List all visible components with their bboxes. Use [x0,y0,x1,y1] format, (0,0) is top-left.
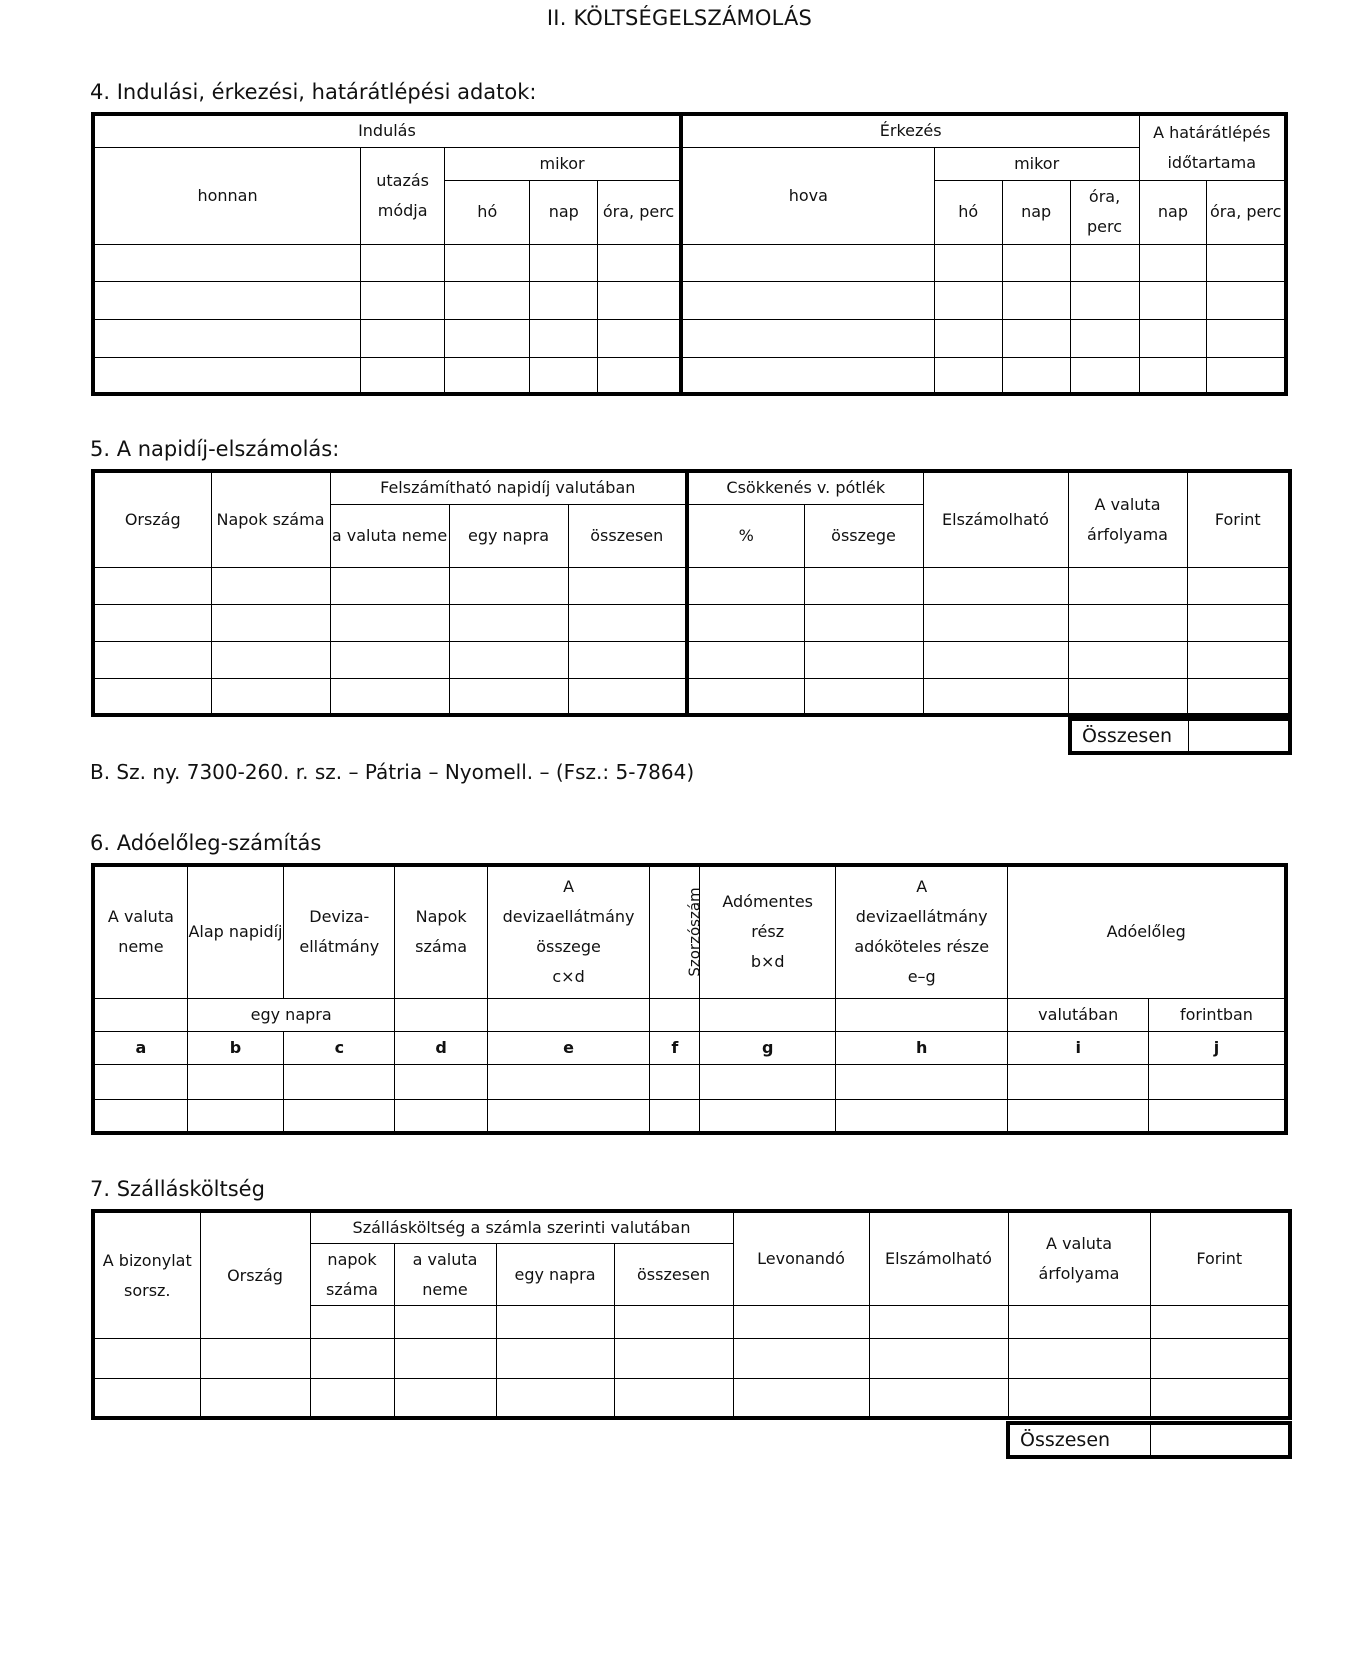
input-cell[interactable] [598,357,681,394]
input-cell[interactable] [361,244,445,281]
header-hataratlepes: A határátlépés időtartama [1139,114,1286,180]
header-dev-osszege-line1: A [563,877,575,897]
input-cell[interactable] [93,244,361,281]
header-valuta-neme: a valuta neme [394,1244,496,1306]
header-osszesen: összesen [568,504,687,567]
input-cell[interactable] [1148,1064,1286,1099]
input-cell[interactable] [1148,1099,1286,1133]
header-devizaellatmany: Deviza-ellátmány [284,865,395,998]
input-cell[interactable] [934,357,1002,394]
header-napok-szama: napok száma [310,1244,394,1306]
input-cell[interactable] [681,319,934,357]
header-ho-erkezes: hó [934,180,1002,244]
table-row [93,281,1286,319]
table-row [93,1099,1286,1133]
input-cell[interactable] [211,567,330,604]
input-cell[interactable] [1139,319,1207,357]
input-cell[interactable] [700,1064,835,1099]
input-cell[interactable] [835,1064,1008,1099]
input-cell[interactable] [681,281,934,319]
input-cell[interactable] [496,1379,614,1418]
input-cell[interactable] [598,281,681,319]
header-adomentes [700,865,835,998]
header-mikor-erkezes: mikor [934,147,1139,180]
input-cell[interactable] [211,641,330,678]
input-cell[interactable] [445,319,530,357]
input-cell[interactable] [598,244,681,281]
input-cell[interactable] [1150,1339,1290,1379]
input-cell[interactable] [1068,678,1187,715]
column-letter-b: b [187,1031,283,1064]
input-cell[interactable] [733,1339,869,1379]
header-valuta-neme: a valuta neme [330,504,449,567]
input-cell[interactable] [934,281,1002,319]
blank-cell [650,998,700,1031]
header-ora-perc-indulas: óra, perc [598,180,681,244]
input-cell[interactable] [804,567,923,604]
header-napok-szama: Napok száma [395,865,487,998]
column-letter-i: i [1008,1031,1148,1064]
header-elszamolhato: Elszámolható [869,1211,1008,1306]
section-6-title: 6. Adóelőleg-számítás [90,831,322,855]
header-hova: hova [681,147,934,244]
header-dev-osszege [487,865,650,998]
input-cell[interactable] [1187,604,1290,641]
input-cell[interactable] [869,1379,1008,1418]
input-cell[interactable] [681,244,934,281]
input-cell[interactable] [1008,1339,1150,1379]
input-cell[interactable] [568,604,687,641]
input-cell[interactable] [1002,357,1070,394]
input-cell[interactable] [1002,281,1070,319]
input-cell[interactable] [394,1339,496,1379]
input-cell[interactable] [1187,641,1290,678]
total-value-cell[interactable] [1188,719,1290,753]
header-adomentes-line1: Adómentes [722,892,813,912]
input-cell[interactable] [530,319,598,357]
header-alap-napidij: Alap napidíj [187,865,283,998]
input-cell[interactable] [934,319,1002,357]
header-dev-osszege-line4: c×d [552,967,585,987]
input-cell[interactable] [614,1379,733,1418]
accommodation-total-box [1006,1421,1292,1459]
input-cell[interactable] [650,1099,700,1133]
header-ora-perc-erkezes: óra, perc [1070,180,1139,244]
input-cell[interactable] [835,1099,1008,1133]
header-egy-napra: egy napra [496,1244,614,1306]
accommodation-table [91,1209,1292,1420]
header-nap-hatar: nap [1139,180,1207,244]
input-cell[interactable] [395,1099,487,1133]
input-cell[interactable] [211,678,330,715]
input-cell[interactable] [310,1306,394,1339]
input-cell[interactable] [804,678,923,715]
column-letter-e: e [487,1031,650,1064]
input-cell[interactable] [923,641,1068,678]
input-cell[interactable] [1207,281,1286,319]
header-nap-indulas: nap [530,180,598,244]
header-szazalek: % [687,504,804,567]
input-cell[interactable] [700,1099,835,1133]
section-5-title: 5. A napidíj-elszámolás: [90,437,340,461]
input-cell[interactable] [93,1099,187,1133]
column-letter-f: f [650,1031,700,1064]
blank-cell [835,998,1008,1031]
input-cell[interactable] [804,641,923,678]
input-cell[interactable] [934,244,1002,281]
input-cell[interactable] [1207,357,1286,394]
input-cell[interactable] [187,1099,283,1133]
header-honnan: honnan [93,147,361,244]
header-adokoteles-line3: adóköteles része [854,937,990,957]
input-cell[interactable] [449,567,568,604]
input-cell[interactable] [187,1064,283,1099]
input-cell[interactable] [93,641,211,678]
header-valutaban: valutában [1008,998,1148,1031]
section-7-title: 7. Szállásköltség [90,1177,265,1201]
input-cell[interactable] [211,604,330,641]
input-cell[interactable] [530,281,598,319]
header-valuta-arfolyama: A valuta árfolyama [1008,1211,1150,1306]
input-cell[interactable] [598,319,681,357]
input-cell[interactable] [733,1306,869,1339]
input-cell[interactable] [496,1339,614,1379]
header-forintban: forintban [1148,998,1286,1031]
travel-data-table [91,112,1288,396]
table-row [93,1064,1286,1099]
header-egy-napra: egy napra [449,504,568,567]
input-cell[interactable] [687,678,804,715]
input-cell[interactable] [1207,244,1286,281]
input-cell[interactable] [361,281,445,319]
input-cell[interactable] [93,604,211,641]
blank-cell [395,998,487,1031]
header-elszamolhato: Elszámolható [923,471,1068,567]
input-cell[interactable] [1070,244,1139,281]
input-cell[interactable] [487,1064,650,1099]
total-label: Összesen [1070,719,1188,753]
header-adokoteles-line1: A [916,877,928,897]
input-cell[interactable] [614,1306,733,1339]
input-cell[interactable] [93,357,361,394]
input-cell[interactable] [361,319,445,357]
header-bizonylat: A bizonylat sorsz. [93,1211,200,1339]
header-napok-szama: Napok száma [211,471,330,567]
header-erkezes: Érkezés [681,114,1139,147]
input-cell[interactable] [487,1099,650,1133]
blank-cell [700,998,835,1031]
table-row [93,357,1286,394]
total-value-cell[interactable] [1150,1423,1290,1457]
header-szorzoszam [650,865,704,998]
table-row [93,567,1290,604]
input-cell[interactable] [394,1306,496,1339]
input-cell[interactable] [1139,281,1207,319]
input-cell[interactable] [650,1064,700,1099]
table-row [93,1339,1290,1379]
input-cell[interactable] [869,1339,1008,1379]
header-szallas-valuta: Szállásköltség a számla szerinti valutában [310,1211,733,1244]
input-cell[interactable] [395,1064,487,1099]
header-ora-perc-hatar: óra, perc [1207,180,1286,244]
header-dev-osszege-line2: devizaellátmány [502,907,635,927]
header-dev-osszege-line3: összege [536,937,601,957]
header-osszesen: összesen [614,1244,733,1306]
input-cell[interactable] [1187,678,1290,715]
per-diem-total-box [1068,717,1292,755]
print-note: B. Sz. ny. 7300-260. r. sz. – Pátria – Nyomell. – (Fsz.: 5-7864) [90,760,695,784]
input-cell[interactable] [93,1379,200,1418]
header-adokoteles-line4: e–g [907,967,936,987]
input-cell[interactable] [93,1064,187,1099]
header-utazas-modja: utazás módja [361,147,445,244]
input-cell[interactable] [1139,357,1207,394]
header-adomentes-line2: rész [751,922,785,942]
input-cell[interactable] [1139,244,1207,281]
input-cell[interactable] [687,641,804,678]
input-cell[interactable] [687,567,804,604]
table-row [93,319,1286,357]
blank-cell [487,998,650,1031]
header-adomentes-line3: b×d [750,952,785,972]
input-cell[interactable] [733,1379,869,1418]
input-cell[interactable] [394,1379,496,1418]
per-diem-table [91,469,1292,717]
input-cell[interactable] [1207,319,1286,357]
header-nap-erkezes: nap [1002,180,1070,244]
header-csokkenes: Csökkenés v. pótlék [687,471,923,504]
header-orszag: Ország [93,471,211,567]
header-orszag: Ország [200,1211,310,1339]
header-adokoteles [835,865,1008,998]
input-cell[interactable] [923,567,1068,604]
input-cell[interactable] [445,357,530,394]
header-szorzoszam-text: Szorzószám [685,887,704,977]
input-cell[interactable] [496,1306,614,1339]
input-cell[interactable] [804,604,923,641]
input-cell[interactable] [1002,244,1070,281]
column-letter-g: g [700,1031,835,1064]
header-valuta-neme: A valuta neme [93,865,187,998]
input-cell[interactable] [1070,319,1139,357]
table-row [93,1379,1290,1418]
input-cell[interactable] [449,641,568,678]
header-ho-indulas: hó [445,180,530,244]
input-cell[interactable] [310,1339,394,1379]
input-cell[interactable] [310,1379,394,1418]
table-row [93,604,1290,641]
input-cell[interactable] [330,604,449,641]
header-valuta-arfolyama: A valuta árfolyama [1068,471,1187,567]
input-cell[interactable] [93,567,211,604]
input-cell[interactable] [361,357,445,394]
header-egy-napra: egy napra [187,998,395,1031]
input-cell[interactable] [568,641,687,678]
section-4-title: 4. Indulási, érkezési, határátlépési adatok: [90,80,537,104]
input-cell[interactable] [614,1339,733,1379]
input-cell[interactable] [1002,319,1070,357]
input-cell[interactable] [200,1339,310,1379]
input-cell[interactable] [568,678,687,715]
input-cell[interactable] [869,1306,1008,1339]
input-cell[interactable] [284,1064,395,1099]
table-row [93,678,1290,715]
header-osszege: összege [804,504,923,567]
input-cell[interactable] [687,604,804,641]
input-cell[interactable] [1070,281,1139,319]
input-cell[interactable] [200,1379,310,1418]
page-title: II. KÖLTSÉGELSZÁMOLÁS [546,6,813,30]
input-cell[interactable] [681,357,934,394]
input-cell[interactable] [1008,1379,1150,1418]
input-cell[interactable] [1068,604,1187,641]
total-label: Összesen [1008,1423,1150,1457]
input-cell[interactable] [923,604,1068,641]
column-letter-d: d [395,1031,487,1064]
column-letter-j: j [1148,1031,1286,1064]
input-cell[interactable] [330,678,449,715]
input-cell[interactable] [923,678,1068,715]
input-cell[interactable] [1008,1064,1148,1099]
column-letter-a: a [93,1031,187,1064]
input-cell[interactable] [1187,567,1290,604]
input-cell[interactable] [1008,1306,1150,1339]
input-cell[interactable] [449,678,568,715]
header-mikor-indulas: mikor [445,147,681,180]
input-cell[interactable] [93,281,361,319]
input-cell[interactable] [1068,641,1187,678]
header-adokoteles-line2: devizaellátmány [855,907,988,927]
header-forint: Forint [1150,1211,1290,1306]
blank-cell [93,998,187,1031]
input-cell[interactable] [530,244,598,281]
input-cell[interactable] [568,567,687,604]
column-letter-h: h [835,1031,1008,1064]
input-cell[interactable] [1150,1379,1290,1418]
column-letter-c: c [284,1031,395,1064]
input-cell[interactable] [1008,1099,1148,1133]
input-cell[interactable] [445,244,530,281]
input-cell[interactable] [1150,1306,1290,1339]
tax-advance-table [91,863,1288,1135]
header-forint: Forint [1187,471,1290,567]
header-indulas: Indulás [93,114,681,147]
input-cell[interactable] [93,319,361,357]
input-cell[interactable] [1068,567,1187,604]
input-cell[interactable] [330,641,449,678]
input-cell[interactable] [284,1099,395,1133]
input-cell[interactable] [530,357,598,394]
input-cell[interactable] [445,281,530,319]
input-cell[interactable] [93,1339,200,1379]
input-cell[interactable] [449,604,568,641]
header-levonando: Levonandó [733,1211,869,1306]
header-felszamithato: Felszámítható napidíj valutában [330,471,687,504]
input-cell[interactable] [93,678,211,715]
table-row [93,641,1290,678]
input-cell[interactable] [330,567,449,604]
header-adoeloleg: Adóelőleg [1008,865,1286,998]
table-row [93,244,1286,281]
input-cell[interactable] [1070,357,1139,394]
